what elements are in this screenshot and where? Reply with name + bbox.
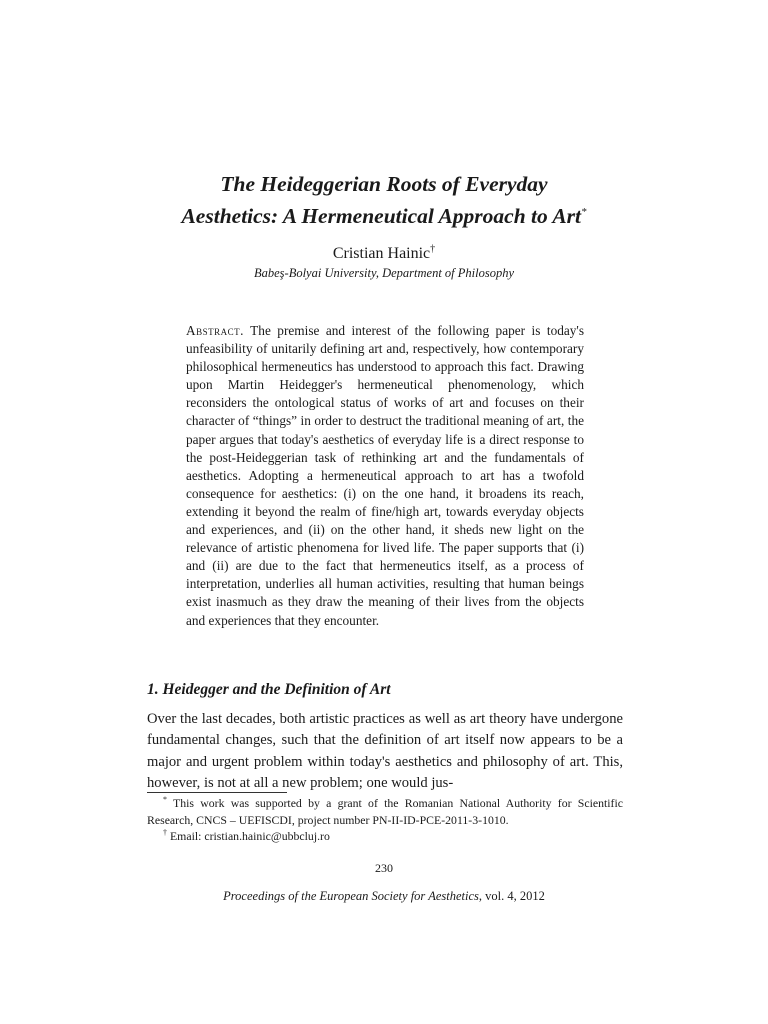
abstract-text: The premise and interest of the following paper is today's unfeasibility of unitarily defining art and, respectively, how contemporary philosophical hermeneutics has understood to approach this fact. Drawing upon Martin Heidegger's hermeneutical phenomenology, which reconsiders the ontological status of works of art and focuses on their character of “things” in order to destruct the traditional meaning of art, the paper argues that today's aesthetics of everyday life is a direct response to the post-Heideggerian task of rethinking art and the fundamentals of aesthetics. Adopting a hermeneutical approach to art has a twofold consequence for aesthetics: (i) on the one hand, it broadens its reach, extending it beyond the realm of fine/high art, towards everyday objects and experiences, and (ii) on the other hand, it sheds new light on the relevance of artistic phenomena for lived life. The paper supports that (i) and (ii) are due to the fact that hermeneutics itself, as a process of interpretation, underlies all human activities, resulting that human beings exist inasmuch as they draw the meaning of their lives from the objects and experiences that they encounter.	[186, 323, 584, 628]
footnote-text: This work was supported by a grant of the Romanian National Authority for Scientific Research, CNCS – UEFISCDI, project number PN-II-ID-PCE-2011-3-1010.	[147, 796, 623, 827]
footnote-funding	[147, 795, 623, 828]
page-number: 230	[375, 861, 393, 875]
paper-title	[100, 168, 668, 232]
footnotes	[147, 795, 623, 845]
author-name-text: Cristian Hainic	[332, 245, 431, 262]
footnote-text: Email: cristian.hainic@ubbcluj.ro	[169, 829, 330, 843]
title-footnote-mark: *	[581, 205, 587, 218]
title-line-1: The Heideggerian Roots of Everyday	[220, 172, 548, 196]
author-name	[100, 245, 668, 263]
body-paragraph: Over the last decades, both artistic practices as well as art theory have undergone fundamental changes, such that the definition of art itself now appears to be a major and urgent problem within today's aesthetics and philosophy of art. This, however, is not at all a new problem; one would jus-	[147, 711, 623, 791]
title-line-2	[100, 200, 668, 232]
section-heading: 1. Heidegger and the Definition of Art	[147, 681, 391, 698]
abstract-label: Abstract.	[186, 323, 244, 338]
footnote-mark: †	[163, 828, 167, 838]
author-footnote-mark: †	[430, 243, 436, 255]
footnote-rule	[147, 792, 287, 793]
author-affiliation: Babeş-Bolyai University, Department of Philosophy	[253, 266, 515, 280]
footnote-email	[147, 828, 623, 845]
journal-name: Proceedings of the European Society for Aesthetics	[223, 889, 479, 903]
abstract	[186, 322, 584, 630]
journal-volume: , vol. 4, 2012	[478, 889, 545, 903]
footnote-mark: *	[163, 795, 167, 805]
running-footer	[100, 889, 668, 904]
title-line-2-text: Aesthetics: A Hermeneutical Approach to Art	[181, 204, 582, 228]
